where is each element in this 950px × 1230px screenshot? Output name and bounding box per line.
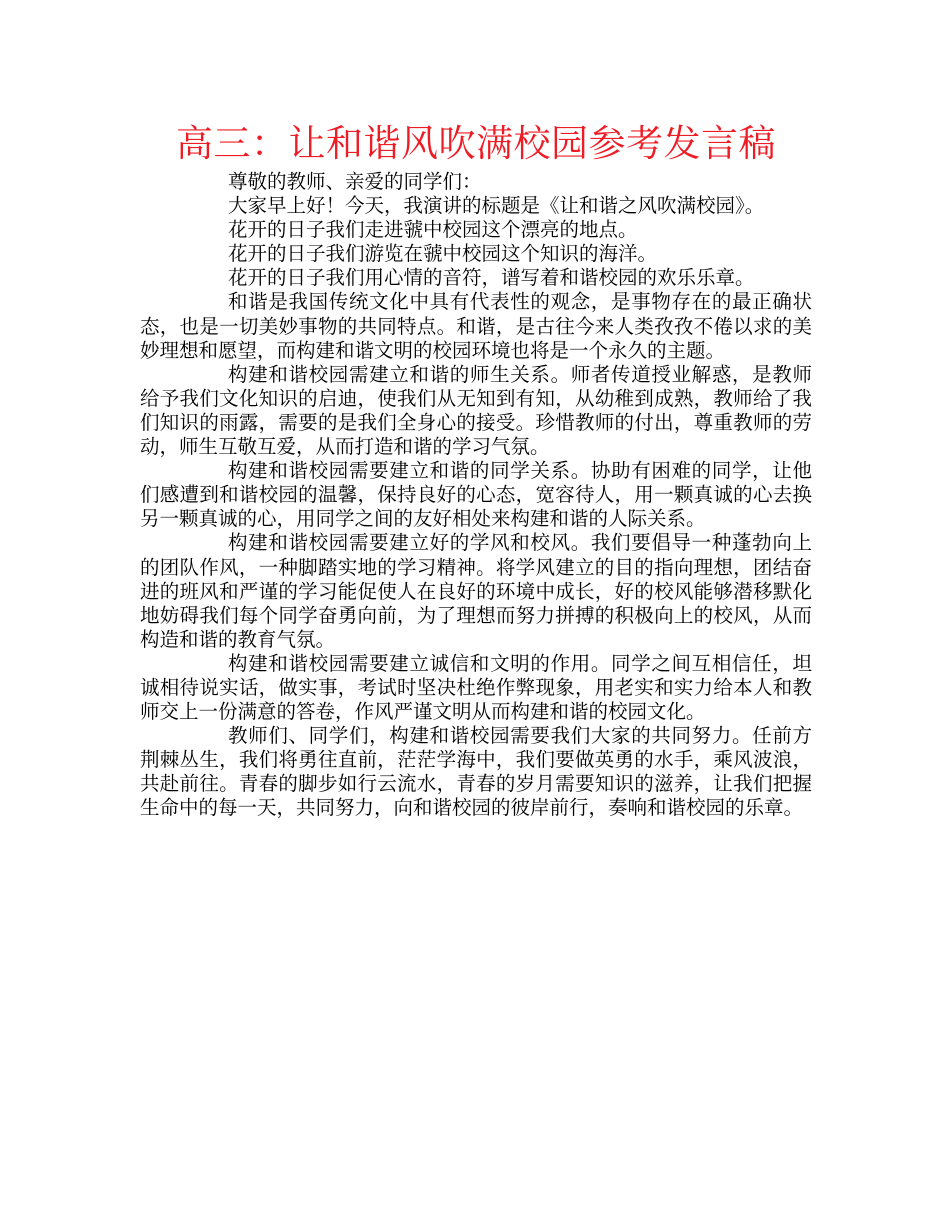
body-paragraph: 花开的日子我们游览在虢中校园这个知识的海洋。 bbox=[228, 242, 658, 266]
body-paragraph: 构建和谐校园需要建立和谐的同学关系。协助有困难的同学，让他们感遭到和谐校园的温馨，保持良好的心态，宽容待人，用一颗真诚的心去换另一颗真诚的心，用同学之间的友好相处来构建和谐的人际关系。 bbox=[140, 459, 812, 531]
body-paragraph: 构建和谐校园需建立和谐的师生关系。师者传道授业解惑，是教师给予我们文化知识的启迪，使我们从无知到有知，从幼稚到成熟，教师给了我们知识的雨露，需要的是我们全身心的接受。珍惜教师的付出，尊重教师的劳动，师生互敬互爱，从而打造和谐的学习气氛。 bbox=[140, 362, 812, 459]
body-paragraph: 构建和谐校园需要建立诚信和文明的作用。同学之间互相信任，坦诚相待说实话，做实事，考试时坚决杜绝作弊现象，用老实和实力给本人和教师交上一份满意的答卷，作风严谨文明从而构建和谐的校园文化。 bbox=[140, 651, 812, 724]
document-title: 高三：让和谐风吹满校园参考发言稿 bbox=[176, 122, 776, 165]
body-paragraph: 构建和谐校园需要建立好的学风和校风。我们要倡导一种蓬勃向上的团队作风，一种脚踏实地的学习精神。将学风建立的目的指向理想，团结奋进的班风和严谨的学习能促使人在良好的环境中成长，好的校风能够潜移默化地妨碍我们每个同学奋勇向前，为了理想而努力拼搏的积极向上的校风，从而构造和谐的教育气氛。 bbox=[140, 531, 812, 651]
body-paragraph: 和谐是我国传统文化中具有代表性的观念，是事物存在的最正确状态，也是一切美妙事物的共同特点。和谐，是古往今来人类孜孜不倦以求的美妙理想和愿望，而构建和谐文明的校园环境也将是一个永久的主题。 bbox=[140, 290, 812, 362]
closing-paragraph: 教师们、同学们，构建和谐校园需要我们大家的共同努力。任前方荆棘丛生，我们将勇往直前，茫茫学海中，我们要做英勇的水手，乘风波浪，共赴前往。青春的脚步如行云流水，青春的岁月需要知识的滋养，让我们把握生命中的每一天，共同努力，向和谐校园的彼岸前行，奏响和谐校园的乐章。 bbox=[140, 724, 812, 820]
body-paragraph: 花开的日子我们用心情的音符，谱写着和谐校园的欢乐乐章。 bbox=[228, 266, 755, 290]
body-paragraph: 花开的日子我们走进虢中校园这个漂亮的地点。 bbox=[228, 218, 638, 242]
salutation-paragraph: 尊敬的教师、亲爱的同学们： bbox=[228, 170, 482, 193]
document-body bbox=[140, 170, 812, 821]
document-page bbox=[140, 118, 812, 821]
greeting-paragraph: 大家早上好！今天，我演讲的标题是《让和谐之风吹满校园》。 bbox=[228, 194, 765, 218]
